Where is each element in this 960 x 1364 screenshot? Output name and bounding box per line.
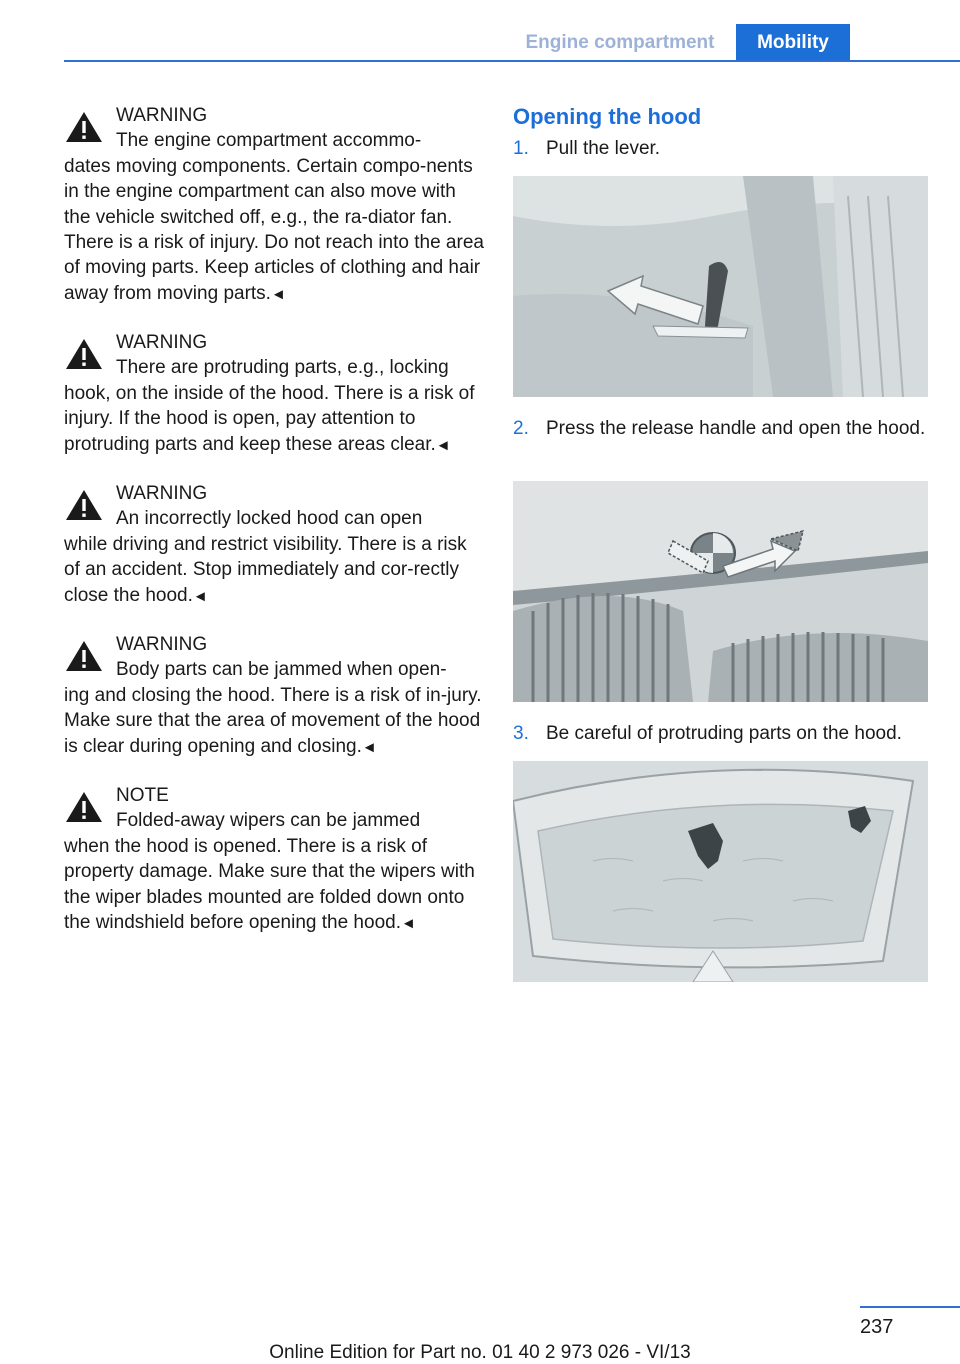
notice-label: WARNING xyxy=(116,332,208,353)
end-mark: ◄ xyxy=(400,915,416,933)
notice-first-line: An incorrectly locked hood can open xyxy=(116,508,423,530)
warning-triangle-icon xyxy=(64,336,104,372)
footer-rule xyxy=(860,1306,960,1308)
notice-label: WARNING xyxy=(116,105,208,126)
notice-first-line: Folded-away wipers can be jammed xyxy=(116,810,421,832)
step-number: 3. xyxy=(513,723,529,744)
notice-first-line: Body parts can be jammed when open- xyxy=(116,659,447,681)
step-number: 1. xyxy=(513,138,529,159)
edition-footer: Online Edition for Part no. 01 40 2 973 026 - VI/13 xyxy=(269,1342,691,1363)
notice-label: WARNING xyxy=(116,483,208,504)
end-mark: ◄ xyxy=(435,436,451,454)
end-mark: ◄ xyxy=(361,738,377,756)
notice-label: WARNING xyxy=(116,634,208,655)
warning-triangle-icon xyxy=(64,109,104,145)
page-header xyxy=(0,24,960,62)
notice-text: while driving and restrict visibility. There is a risk of an accident. Stop immediately and cor-rectly close the hood. xyxy=(64,533,467,606)
hood-lever-illustration xyxy=(513,176,928,397)
notice-label: NOTE xyxy=(116,785,169,806)
notice-text: dates moving components. Certain compo-nents in the engine compartment can also move with the vehicle switched off, e.g., the ra-diator fan. There is a risk of injury. Do not reach into the area of moving parts. Keep articles of clothing and hair away from moving parts. xyxy=(64,155,484,304)
section-tab[interactable]: Engine compartment xyxy=(525,32,715,53)
warning-triangle-icon xyxy=(64,789,104,825)
hood-release-illustration xyxy=(513,481,928,702)
step-text: Pull the lever. xyxy=(546,138,661,159)
chapter-tab[interactable]: Mobility xyxy=(736,24,850,62)
warning-triangle-icon xyxy=(64,487,104,523)
step-item xyxy=(513,721,929,746)
notice-text: hook, on the inside of the hood. There is a risk of injury. If the hood is open, pay attention to protruding parts and keep these areas clear. xyxy=(64,382,475,455)
notice-first-line: The engine compartment accommo- xyxy=(116,130,422,152)
step-number: 2. xyxy=(513,418,529,439)
end-mark: ◄ xyxy=(270,285,286,303)
section-heading: Opening the hood xyxy=(513,104,702,129)
warning-notice xyxy=(64,103,484,307)
note-notice xyxy=(64,783,484,936)
notice-text: when the hood is opened. There is a risk of property damage. Make sure that the wipers with the wiper blades mounted are folded down onto the windshield before opening the hood. xyxy=(64,835,475,934)
page-number: 237 xyxy=(860,1316,894,1338)
step-item xyxy=(513,416,929,441)
warning-notice xyxy=(64,481,484,609)
step-text: Be careful of protruding parts on the hood. xyxy=(546,723,902,744)
notice-text: ing and closing the hood. There is a risk of in-jury. Make sure that the area of movement of the hood is clear during opening and closing. xyxy=(64,684,482,757)
header-rule xyxy=(64,60,960,62)
warning-notice xyxy=(64,330,484,458)
step-text: Press the release handle and open the hood. xyxy=(546,418,926,439)
notice-first-line: There are protruding parts, e.g., locking xyxy=(116,357,449,379)
end-mark: ◄ xyxy=(192,587,208,605)
hood-underside-illustration xyxy=(513,761,928,982)
warning-triangle-icon xyxy=(64,638,104,674)
warning-notice xyxy=(64,632,484,760)
step-item xyxy=(513,136,929,161)
